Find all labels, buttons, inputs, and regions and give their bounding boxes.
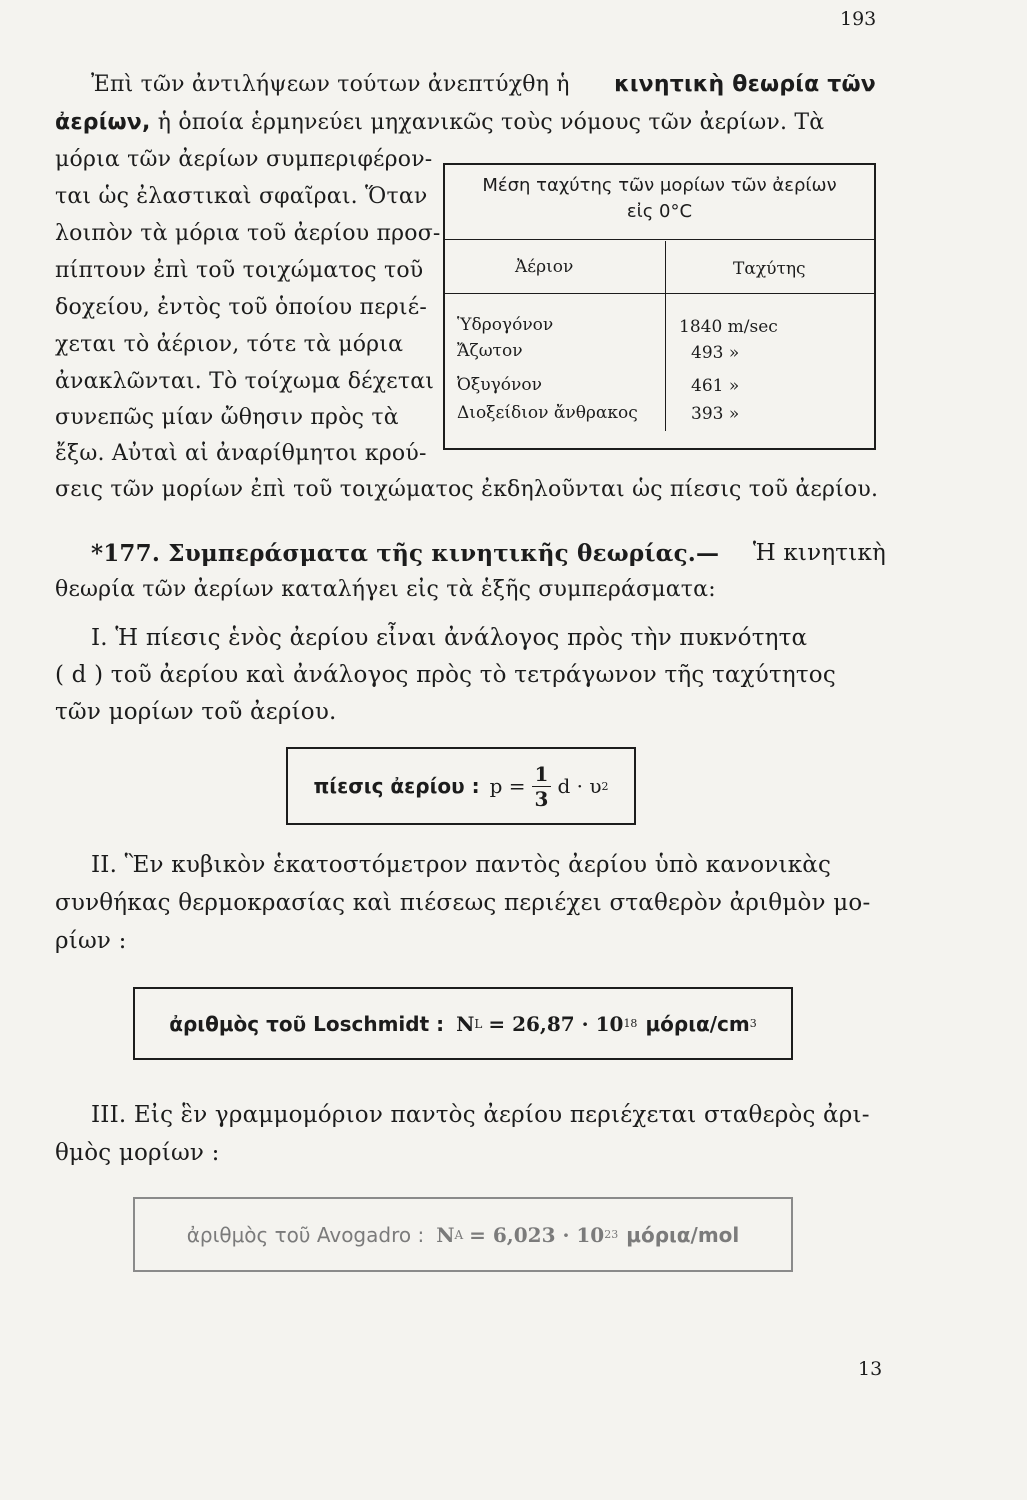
formula-label: ἀριθμὸς τοῦ Loschmidt : bbox=[169, 1011, 445, 1036]
paragraph-line bbox=[55, 110, 880, 135]
formula-label: ἀριθμὸς τοῦ Avogadro : bbox=[186, 1222, 425, 1247]
pressure-formula-box bbox=[286, 747, 636, 825]
exponent: 3 bbox=[749, 1017, 757, 1030]
table-rule bbox=[445, 293, 874, 294]
table-subtitle: εἰς 0°C bbox=[626, 201, 693, 222]
bold-term: κινητικὴ θεωρία τῶν bbox=[614, 72, 876, 97]
table-cell-speed: 393 » bbox=[691, 404, 740, 424]
signature-mark: 13 bbox=[858, 1358, 883, 1380]
formula-symbol: N bbox=[456, 1011, 475, 1036]
text-span: ἡ ὁποία ἑρμηνεύει μηχανικῶς τοὺς νόμους τῶν ἀερίων. Τὰ bbox=[157, 110, 825, 135]
paragraph-line: III. Εἰς ἓν γραμμομόριον παντὸς ἀερίου περιέχεται σταθερὸς ἀρι- bbox=[91, 1102, 870, 1128]
formula-unit: μόρια/cm bbox=[645, 1011, 750, 1036]
column-header-speed: Ταχύτης bbox=[733, 259, 806, 279]
paragraph-line: μόρια τῶν ἀερίων συμπεριφέρον- bbox=[55, 147, 433, 172]
exponent: 18 bbox=[623, 1017, 638, 1030]
section-heading bbox=[91, 540, 886, 567]
subscript: L bbox=[474, 1016, 483, 1031]
paragraph-line: συνεπῶς μίαν ὤθησιν πρὸς τὰ bbox=[55, 405, 399, 430]
table-column-divider bbox=[665, 241, 666, 431]
formula bbox=[135, 989, 791, 1058]
fraction-denominator: 3 bbox=[534, 786, 549, 811]
bold-term: ἀερίων, bbox=[55, 110, 151, 135]
paragraph-line: ται ὡς ἐλαστικαὶ σφαῖραι. Ὅταν bbox=[55, 184, 428, 209]
section-title: *177. Συμπεράσματα τῆς κινητικῆς θεωρίας.— bbox=[91, 540, 720, 567]
fraction-numerator: 1 bbox=[532, 764, 552, 787]
subscript: A bbox=[454, 1227, 464, 1242]
paragraph-line: I. Ἡ πίεσις ἑνὸς ἀερίου εἶναι ἀνάλογος πρὸς τὴν πυκνότητα bbox=[91, 625, 808, 651]
paragraph-line: συνθήκας θερμοκρασίας καὶ πιέσεως περιέχει σταθερὸν ἀριθμὸν μο- bbox=[55, 890, 871, 916]
paragraph-line: II. Ἓν κυβικὸν ἑκατοστόμετρον παντὸς ἀερίου ὑπὸ κανονικὰς bbox=[91, 852, 832, 878]
text-span: Ἡ κινητικὴ bbox=[752, 540, 886, 566]
page-number: 193 bbox=[840, 8, 877, 30]
table-cell-gas: Διοξείδιον ἄνθρακος bbox=[457, 403, 638, 423]
exponent: 2 bbox=[601, 779, 609, 793]
table-cell-gas: Ἄζωτον bbox=[457, 341, 523, 361]
paragraph-line: πίπτουν ἐπὶ τοῦ τοιχώματος τοῦ bbox=[55, 258, 424, 283]
paragraph-line bbox=[91, 72, 876, 97]
table-rule bbox=[445, 239, 874, 240]
paragraph-line: ( d ) τοῦ ἀερίου καὶ ἀνάλογος πρὸς τὸ τετράγωνον τῆς ταχύτητος bbox=[55, 662, 836, 688]
molecular-speed-table bbox=[443, 163, 876, 450]
fraction bbox=[532, 761, 552, 811]
text-span: Ἐπὶ τῶν ἀντιλήψεων τούτων ἀνεπτύχθη ἡ bbox=[91, 72, 570, 97]
table-title: Μέση ταχύτης τῶν μορίων τῶν ἀερίων bbox=[482, 175, 837, 196]
paragraph-line: ρίων : bbox=[55, 928, 127, 954]
formula bbox=[135, 1199, 791, 1270]
formula-value: = 26,87 · 10 bbox=[488, 1011, 624, 1036]
column-header-gas: Ἀέριον bbox=[515, 257, 574, 277]
formula-lhs: p = bbox=[489, 774, 526, 798]
paragraph-line: δοχείου, ἐντὸς τοῦ ὁποίου περιέ- bbox=[55, 295, 427, 320]
table-cell-speed: 461 » bbox=[691, 376, 740, 396]
formula-symbol: N bbox=[436, 1222, 455, 1247]
paragraph-line: χεται τὸ ἀέριον, τότε τὰ μόρια bbox=[55, 332, 404, 357]
table-cell-gas: Ὀξυγόνον bbox=[457, 375, 542, 395]
table-cell-gas: Ὑδρογόνον bbox=[457, 315, 554, 335]
paragraph-line: λοιπὸν τὰ μόρια τοῦ ἀερίου προσ- bbox=[55, 221, 441, 246]
paragraph-line: θμὸς μορίων : bbox=[55, 1140, 220, 1166]
paragraph-line: θεωρία τῶν ἀερίων καταλήγει εἰς τὰ ἑξῆς συμπεράσματα: bbox=[55, 577, 716, 602]
avogadro-formula-box bbox=[133, 1197, 793, 1272]
formula-unit: μόρια/mol bbox=[626, 1222, 740, 1247]
paragraph-line: ἔξω. Αὐταὶ αἱ ἀναρίθμητοι κρού- bbox=[55, 441, 427, 466]
paragraph-line: σεις τῶν μορίων ἐπὶ τοῦ τοιχώματος ἐκδηλοῦνται ὡς πίεσις τοῦ ἀερίου. bbox=[55, 477, 879, 502]
formula-value: = 6,023 · 10 bbox=[469, 1222, 605, 1247]
table-cell-speed: 493 » bbox=[691, 343, 740, 363]
formula-rhs: d · υ bbox=[557, 774, 602, 798]
paragraph-line: τῶν μορίων τοῦ ἀερίου. bbox=[55, 699, 337, 725]
exponent: 23 bbox=[604, 1228, 619, 1241]
table-cell-speed: 1840 m/sec bbox=[679, 317, 778, 337]
formula bbox=[288, 749, 634, 823]
paragraph-line: ἀνακλῶνται. Τὸ τοίχωμα δέχεται bbox=[55, 369, 435, 394]
loschmidt-formula-box bbox=[133, 987, 793, 1060]
formula-label: πίεσις ἀερίου : bbox=[313, 774, 480, 798]
